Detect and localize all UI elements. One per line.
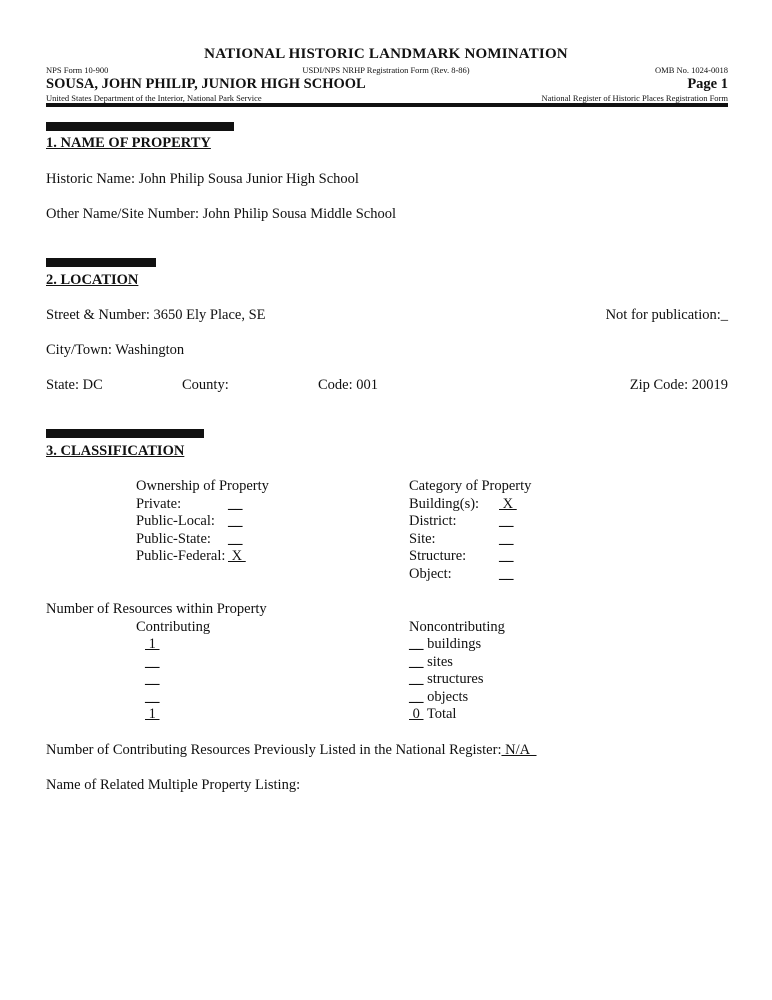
- form-title: NATIONAL HISTORIC LANDMARK NOMINATION: [204, 46, 568, 62]
- noncontributing-buildings-count: __: [409, 636, 424, 652]
- category-object-label: Object:: [409, 566, 452, 582]
- other-name-label: Other Name/Site Number:: [46, 206, 200, 222]
- category-building-label: Building(s):: [409, 496, 480, 512]
- ownership-private-label: Private:: [136, 496, 182, 512]
- category-structure-mark: __: [499, 548, 514, 564]
- state-label: State:: [46, 377, 80, 393]
- not-for-publication-row: [606, 307, 728, 324]
- city-value: Washington: [115, 342, 185, 358]
- contributing-buildings: 1: [145, 636, 160, 652]
- code-row: [318, 377, 378, 394]
- contributing-heading: Contributing: [136, 619, 211, 635]
- other-name-value: John Philip Sousa Middle School: [202, 206, 396, 222]
- resources-heading: Number of Resources within Property: [46, 601, 267, 617]
- page-number: Page 1: [687, 76, 728, 92]
- ownership-public-local-mark: __: [228, 513, 243, 529]
- zip-row: [630, 377, 728, 394]
- category-site-mark: __: [499, 531, 514, 547]
- register-form-label: National Register of Historic Places Registration Form: [541, 93, 728, 103]
- noncontributing-heading: Noncontributing: [409, 619, 505, 635]
- ownership-public-federal-mark: X: [228, 548, 246, 564]
- section3-heading: 3. CLASSIFICATION: [46, 443, 185, 459]
- noncontributing-structures-row: [409, 671, 484, 688]
- category-heading: Category of Property: [409, 478, 532, 494]
- noncontributing-buildings-row: [409, 636, 481, 653]
- omb-number: OMB No. 1024-0018: [655, 65, 728, 75]
- state-row: [46, 377, 103, 394]
- noncontributing-objects-count: __: [409, 689, 424, 705]
- department-label: United States Department of the Interior, National Park Service: [46, 93, 262, 103]
- city-row: [46, 342, 184, 359]
- category-building-mark: X: [499, 496, 517, 512]
- category-site-label: Site:: [409, 531, 436, 547]
- ownership-public-state-label: Public-State:: [136, 531, 211, 547]
- previously-listed-value: N/A: [501, 742, 537, 758]
- noncontributing-objects-row: [409, 689, 468, 706]
- zip-label: Zip Code:: [629, 377, 689, 393]
- street-label: Street & Number:: [46, 307, 150, 323]
- related-listing-row: [46, 777, 300, 794]
- code-value: 001: [356, 377, 379, 393]
- section2-heading: 2. LOCATION: [46, 272, 139, 288]
- contributing-sites: __: [145, 654, 160, 670]
- not-for-publication-value: _: [720, 307, 728, 323]
- noncontributing-objects-type: objects: [427, 689, 469, 705]
- section1-bar: [46, 122, 234, 131]
- other-name-row: [46, 206, 396, 223]
- county-row: [182, 377, 229, 394]
- noncontributing-sites-type: sites: [427, 654, 453, 670]
- contributing-objects: __: [145, 689, 160, 705]
- property-title: SOUSA, JOHN PHILIP, JUNIOR HIGH SCHOOL: [46, 76, 366, 92]
- noncontributing-sites-count: __: [409, 654, 424, 670]
- noncontributing-sites-row: [409, 654, 453, 671]
- historic-name-label: Historic Name:: [46, 171, 135, 187]
- category-object-mark: __: [499, 566, 514, 582]
- not-for-publication-label: Not for publication:: [605, 307, 721, 323]
- noncontributing-total-type: Total: [426, 706, 457, 722]
- historic-name-value: John Philip Sousa Junior High School: [138, 171, 359, 187]
- ownership-public-state-mark: __: [228, 531, 243, 547]
- previously-listed-row: [46, 742, 537, 759]
- section1-heading: 1. NAME OF PROPERTY: [46, 135, 211, 151]
- noncontributing-total-row: [409, 706, 456, 723]
- header-rule: [46, 103, 728, 107]
- previously-listed-label: Number of Contributing Resources Previously Listed in the National Register:: [46, 742, 502, 758]
- section2-bar: [46, 258, 156, 267]
- category-district-label: District:: [409, 513, 457, 529]
- street-row: [46, 307, 266, 324]
- related-listing-label: Name of Related Multiple Property Listing:: [46, 777, 301, 793]
- historic-name-row: [46, 171, 359, 188]
- form-number: NPS Form 10-900: [46, 65, 109, 75]
- contributing-structures: __: [145, 671, 160, 687]
- category-structure-label: Structure:: [409, 548, 467, 564]
- noncontributing-total-count: 0: [409, 706, 424, 722]
- contributing-total: 1: [145, 706, 160, 722]
- noncontributing-structures-count: __: [409, 671, 424, 687]
- zip-value: 20019: [691, 377, 728, 393]
- state-value: DC: [82, 377, 103, 393]
- ownership-public-local-label: Public-Local:: [136, 513, 215, 529]
- noncontributing-structures-type: structures: [427, 671, 484, 687]
- noncontributing-buildings-type: buildings: [427, 636, 482, 652]
- city-label: City/Town:: [46, 342, 112, 358]
- category-district-mark: __: [499, 513, 514, 529]
- ownership-heading: Ownership of Property: [136, 478, 269, 494]
- ownership-private-mark: __: [228, 496, 243, 512]
- ownership-public-federal-label: Public-Federal:: [136, 548, 226, 564]
- registration-form-label: USDI/NPS NRHP Registration Form (Rev. 8-86): [302, 65, 470, 75]
- street-value: 3650 Ely Place, SE: [153, 307, 266, 323]
- section3-bar: [46, 429, 204, 438]
- county-label: County:: [182, 377, 229, 393]
- code-label: Code:: [318, 377, 353, 393]
